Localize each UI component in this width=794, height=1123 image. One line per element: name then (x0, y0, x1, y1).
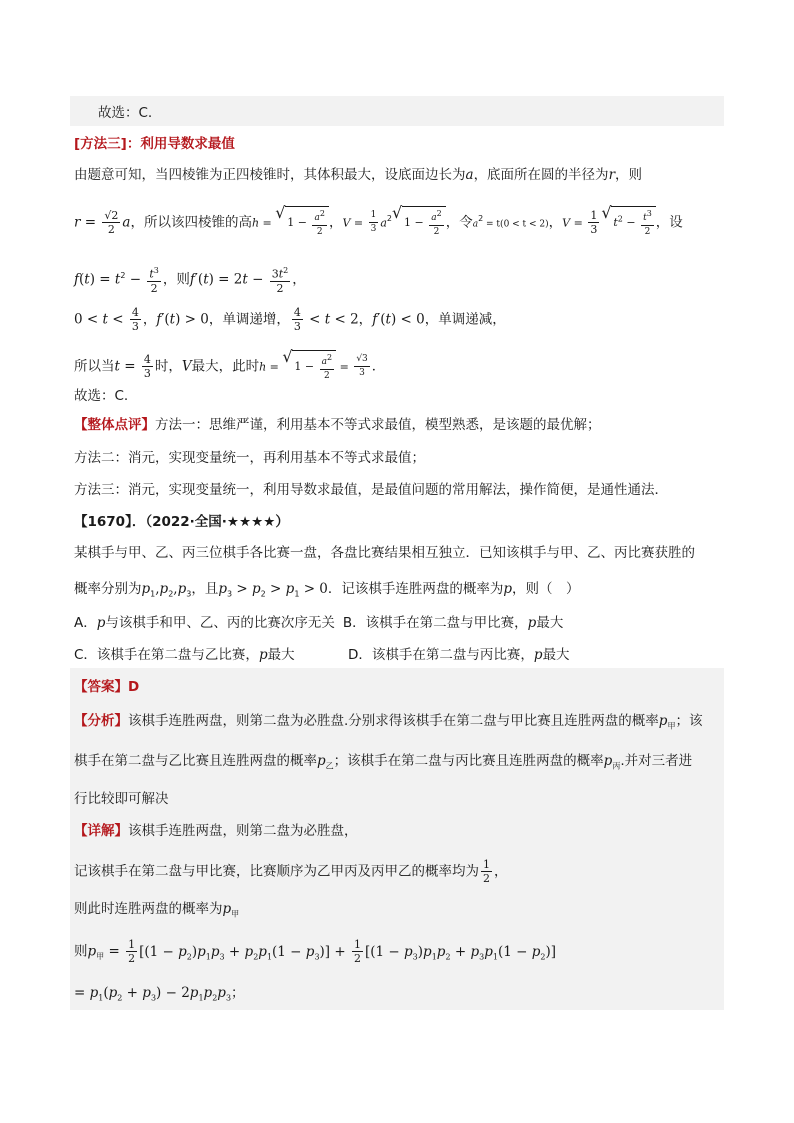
review-line-2: 方法二：消元，实现变量统一，再利用基本不等式求最值； (74, 450, 425, 466)
question-line-1: 某棋手与甲、乙、丙三位棋手各比赛一盘，各盘比赛结果相互独立．已知该棋手与甲、乙、丙比赛获胜的 (74, 545, 695, 561)
method3-title: [方法三]：利用导数求最值 (74, 136, 235, 152)
answer-label: 【答案】D (74, 679, 140, 695)
question-line-2: 概率分别为$p_1,p_2,p_3$，且$p_3 > p_2 > p_1 > 0$．记该棋手连胜两盘的概率为p，则（ ） (74, 581, 580, 599)
option-c: C．该棋手在第二盘与乙比赛，p最大 (74, 647, 295, 663)
method3-line-4: 0 < t < $\frac{4}{3}$ ，f′(t) > 0，单调递增， $\frac{4}{3}$ < t < 2，f′(t) < 0，单调递减， (74, 306, 506, 333)
question-header: 【1670】．（2022·全国·★★★★） (74, 514, 289, 530)
method3-line-3: $f(t) = t^2$ − $\frac{t^3}{2}$ ，则f′(t) = 2t − $\frac{3t^2}{2}$ ， (74, 266, 306, 295)
method3-line-5: 所以当t = $\frac{4}{3}$ 时，V最大，此时h = √ 1 − $\frac{a^2}{2}$ = $\frac{√3}{3}$ ． (74, 350, 385, 383)
detail-line-2: 记该棋手在第二盘与甲比赛，比赛顺序为乙甲丙及丙甲乙的概率均为 $\frac{1}{2}$ ， (74, 858, 508, 885)
option-d: D．该棋手在第二盘与丙比赛，p最大 (348, 647, 570, 663)
detail-line-3: 则此时连胜两盘的概率为$p_甲$ (74, 901, 240, 919)
detail-line-1: 【详解】该棋手连胜两盘，则第二盘为必胜盘， (74, 823, 358, 839)
answer-line-1: 故选：C. (98, 105, 153, 121)
detail-line-4: 则$p_甲$ = $\frac{1}{2}$ $[(1 - p_2)p_1p_3 + p_2p_1(1 - p_3)]$ + $\frac{1}{2}$ $[(1 - p_3)p_1p_2 + p_3p_1(1 - p_2)]$ (74, 938, 556, 965)
method3-line-2: r = $\frac{√2}{2}$ a，所以该四棱锥的高h = √ 1 − $\frac{a^2}{2}$ ，V = $\frac{1}{3}$ $a^2√$ 1 − $\frac{a^2}{2}$ ，令$a^2 = t(0 < t < 2)$，V = $\frac{1}{3}$ √ $t^2$ − $\frac{t^3}{2}$ ，设 (74, 206, 683, 239)
method3-line-1: 由题意可知，当四棱锥为正四棱锥时，其体积最大，设底面边长为a，底面所在圆的半径为r，则 (74, 167, 643, 183)
answer-line-2: 故选：C. (74, 388, 129, 404)
analysis-line-2: 棋手在第二盘与乙比赛且连胜两盘的概率$p_乙$；该棋手在第二盘与丙比赛且连胜两盘的概率$p_丙$.并对三者进 (74, 753, 693, 771)
shaded-answer-block-1 (70, 96, 724, 126)
option-a: A．p与该棋手和甲、乙、丙的比赛次序无关 B．该棋手在第二盘与甲比赛，p最大 (74, 615, 564, 631)
review-line-3: 方法三：消元，实现变量统一，利用导数求最值，是最值问题的常用解法，操作简便，是通性通法． (74, 482, 668, 498)
detail-line-5: = $p_1(p_2 + p_3) - 2p_1p_2p_3$； (74, 985, 245, 1003)
analysis-line-1: 【分析】该棋手连胜两盘，则第二盘为必胜盘.分别求得该棋手在第二盘与甲比赛且连胜两盘的概率$p_甲$；该 (74, 713, 703, 731)
review-line-1: 【整体点评】方法一：思维严谨，利用基本不等式求最值，模型熟悉，是该题的最优解； (74, 417, 601, 433)
analysis-line-3: 行比较即可解决 (74, 791, 169, 807)
